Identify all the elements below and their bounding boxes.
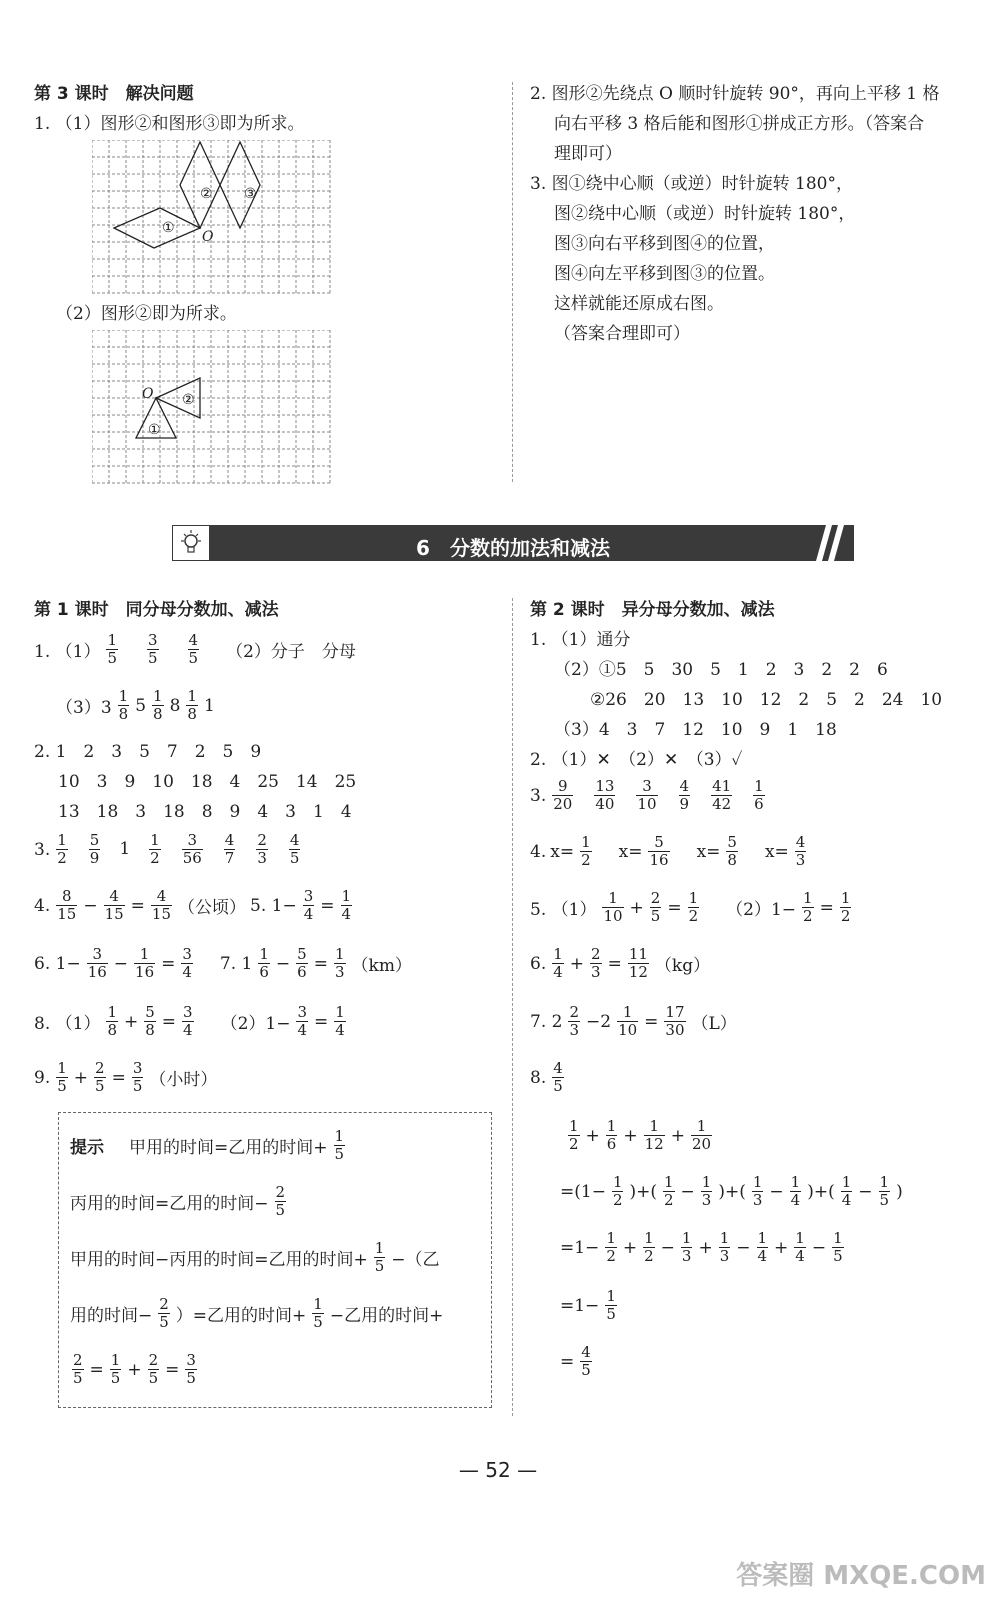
fraction: $\frac{5}{6}$ bbox=[297, 945, 307, 981]
svg-text:O: O bbox=[202, 229, 214, 245]
answer-q6-q7: 6. 1− $\frac{3}{16}$ − $\frac{1}{16}$ = $\frac{3}{4}$ 7. 1 $\frac{1}{6}$ − $\frac{5}{6}$ = $\frac{1}{3}$ （km） bbox=[34, 945, 412, 981]
svg-text:①: ① bbox=[148, 422, 161, 438]
fraction: $\frac{1}{4}$ bbox=[341, 887, 352, 923]
fraction: $\frac{1}{20}$ bbox=[691, 1117, 712, 1153]
fraction: $\frac{3}{5}$ bbox=[186, 1351, 196, 1387]
fraction: $\frac{4}{5}$ bbox=[289, 831, 300, 867]
fraction: $\frac{1}{4}$ bbox=[841, 1173, 852, 1209]
fraction: $\frac{1}{2}$ bbox=[57, 831, 67, 867]
fraction: $\frac{4}{7}$ bbox=[224, 831, 235, 867]
fraction: $\frac{41}{42}$ bbox=[712, 777, 732, 813]
fraction: $\frac{1}{3}$ bbox=[681, 1229, 692, 1265]
fraction: $\frac{1}{5}$ bbox=[57, 1059, 67, 1095]
column-divider bbox=[512, 82, 513, 482]
fraction: $\frac{3}{4}$ bbox=[183, 1003, 193, 1039]
fraction: $\frac{1}{2}$ bbox=[803, 889, 813, 925]
fraction: $\frac{1}{4}$ bbox=[553, 945, 563, 981]
fraction: $\frac{1}{5}$ bbox=[833, 1229, 843, 1265]
answer-q1a: 1. （1） $\frac{1}{5}$ $\frac{3}{5}$ $\frac{4}{5}$ （2）分子 分母 bbox=[34, 631, 356, 667]
fraction: $\frac{1}{2}$ bbox=[644, 1229, 654, 1265]
answer-line: 图③向右平移到图④的位置， bbox=[554, 234, 775, 254]
page-number: — 52 — bbox=[458, 1458, 538, 1482]
hint-line: 用的时间− $\frac{2}{5}$ ）=乙用的时间+ $\frac{1}{5}$ −乙用的时间+ bbox=[70, 1295, 444, 1331]
hint-line: 丙用的时间=乙用的时间− $\frac{2}{5}$ bbox=[70, 1183, 286, 1219]
fraction: $\frac{1}{2}$ bbox=[150, 831, 160, 867]
fraction: $\frac{3}{4}$ bbox=[303, 887, 314, 923]
fraction: $\frac{13}{40}$ bbox=[595, 777, 615, 813]
chapter-banner: 6 分数的加法和减法 bbox=[172, 525, 854, 561]
fraction-list bbox=[550, 778, 766, 813]
answer-q9: 9. $\frac{1}{5}$ + $\frac{2}{5}$ = $\frac{3}{5}$ （小时） bbox=[34, 1059, 218, 1095]
fraction: $\frac{1}{2}$ bbox=[840, 889, 851, 925]
svg-text:O: O bbox=[142, 386, 154, 402]
fraction: $\frac{1}{3}$ bbox=[334, 945, 345, 981]
answer-line: 2. 图形②先绕点 O 顺时针旋转 90°，再向上平移 1 格 bbox=[530, 84, 940, 104]
fraction: $\frac{5}{16}$ bbox=[649, 833, 669, 869]
calc-line: $\frac{1}{2}$ + $\frac{1}{6}$ + $\frac{1}{12}$ + $\frac{1}{20}$ bbox=[569, 1117, 712, 1153]
fraction: $\frac{4}{5}$ bbox=[553, 1059, 563, 1095]
answer-line: 10 3 9 10 18 4 25 14 25 bbox=[58, 772, 357, 792]
answer-line: 3. 图①绕中心顺（或逆）时针旋转 180°， bbox=[530, 174, 853, 194]
hint-line: $\frac{2}{5}$ = $\frac{1}{5}$ + $\frac{2}{5}$ = $\frac{3}{5}$ bbox=[73, 1351, 196, 1387]
fraction: $\frac{2}{3}$ bbox=[257, 831, 267, 867]
grid-figure-1 bbox=[92, 140, 332, 295]
fraction: $\frac{4}{15}$ bbox=[104, 887, 124, 923]
fraction: $\frac{1}{5}$ bbox=[313, 1295, 323, 1331]
fraction: $\frac{1}{16}$ bbox=[135, 945, 155, 981]
fraction: $\frac{2}{5}$ bbox=[275, 1183, 286, 1219]
answer-q4-q5: 4. $\frac{8}{15}$ − $\frac{4}{15}$ = $\frac{4}{15}$ （公顷） 5. 1− $\frac{3}{4}$ = $\frac{1}{4}$ bbox=[34, 887, 352, 923]
answer-line: 向右平移 3 格后能和图形①拼成正方形。（答案合 bbox=[554, 114, 925, 134]
fraction: $\frac{9}{20}$ bbox=[553, 777, 573, 813]
answer-q6: 6. $\frac{1}{4}$ + $\frac{2}{3}$ = $\frac{11}{12}$ （kg） bbox=[530, 945, 711, 981]
fraction: $\frac{8}{15}$ bbox=[57, 887, 77, 923]
answer-line: 1. （1）通分 bbox=[530, 630, 631, 650]
calc-line: =(1− $\frac{1}{2}$ )+( $\frac{1}{2}$ − $\frac{1}{3}$ )+( $\frac{1}{3}$ − $\frac{1}{4}$ )+( $\frac{1}{4}$ − $\frac{1}{5}$ ) bbox=[560, 1173, 903, 1209]
fraction: $\frac{2}{3}$ bbox=[569, 1003, 579, 1039]
fraction: $\frac{3}{56}$ bbox=[182, 831, 202, 867]
fraction: $\frac{5}{9}$ bbox=[89, 831, 100, 867]
fraction: $\frac{3}{5}$ bbox=[132, 1059, 143, 1095]
fraction: $\frac{1}{10}$ bbox=[618, 1003, 638, 1039]
fraction: $\frac{3}{4}$ bbox=[182, 945, 192, 981]
fraction: $\frac{2}{5}$ bbox=[159, 1295, 169, 1331]
answer-q3: 3. $\frac{1}{2}$ $\frac{5}{9}$ 1 $\frac{1}{2}$ $\frac{3}{56}$ $\frac{4}{7}$ $\frac{2}{3}$ $\frac{4}{5}$ bbox=[34, 832, 302, 867]
fraction: $\frac{17}{30}$ bbox=[665, 1003, 685, 1039]
fraction: $\frac{1}{5}$ bbox=[606, 1287, 616, 1323]
answer-line: 1. （1）图形②和图形③即为所求。 bbox=[34, 114, 305, 134]
lightbulb-icon bbox=[172, 525, 210, 561]
calc-line: =1− $\frac{1}{5}$ bbox=[560, 1287, 616, 1323]
column-divider bbox=[512, 598, 513, 1416]
fraction: $\frac{1}{5}$ bbox=[374, 1239, 385, 1275]
fraction: $\frac{2}{5}$ bbox=[95, 1059, 105, 1095]
answer-q5: 5. （1） $\frac{1}{10}$ + $\frac{2}{5}$ = $\frac{1}{2}$ （2）1− $\frac{1}{2}$ = $\frac{1}{2}$ bbox=[530, 889, 851, 925]
hint-line: 甲用的时间−丙用的时间=乙用的时间+ $\frac{1}{5}$ −（乙 bbox=[70, 1239, 440, 1275]
fraction: $\frac{2}{5}$ bbox=[148, 1351, 159, 1387]
answer-line: （2）图形②即为所求。 bbox=[56, 304, 237, 324]
svg-text:②: ② bbox=[182, 392, 195, 408]
fraction: $\frac{4}{9}$ bbox=[679, 777, 690, 813]
fraction: $\frac{5}{8}$ bbox=[727, 833, 737, 869]
fraction: $\frac{1}{5}$ bbox=[879, 1173, 890, 1209]
fraction: $\frac{1}{4}$ bbox=[757, 1229, 768, 1265]
fraction: $\frac{4}{3}$ bbox=[795, 833, 806, 869]
answer-line: 2. 1 2 3 5 7 2 5 9 bbox=[34, 742, 262, 762]
grid-figure-2 bbox=[92, 330, 332, 485]
answer-q3: 3. $\frac{9}{20}$ $\frac{13}{40}$ $\frac{3}{10}$ $\frac{4}{9}$ $\frac{41}{42}$ $\frac{1}{6}$ bbox=[530, 778, 767, 813]
fraction: $\frac{1}{6}$ bbox=[754, 777, 764, 813]
fraction: $\frac{1}{3}$ bbox=[701, 1173, 712, 1209]
lesson-heading: 第 2 课时 异分母分数加、减法 bbox=[530, 600, 775, 620]
answer-q8: 8. $\frac{4}{5}$ bbox=[530, 1059, 563, 1095]
answer-q4: 4. x= $\frac{1}{2}$ x= $\frac{5}{16}$ x= $\frac{5}{8}$ x= $\frac{4}{3}$ bbox=[530, 833, 806, 869]
fraction: $\frac{3}{10}$ bbox=[637, 777, 657, 813]
answer-q7: 7. 2 $\frac{2}{3}$ −2 $\frac{1}{10}$ = $\frac{17}{30}$ （L） bbox=[530, 1003, 737, 1039]
answer-line: 图②绕中心顺（或逆）时针旋转 180°， bbox=[554, 204, 856, 224]
fraction: $\frac{1}{5}$ bbox=[334, 1127, 345, 1163]
fraction: $\frac{1}{4}$ bbox=[790, 1173, 801, 1209]
fraction: $\frac{1}{2}$ bbox=[581, 833, 591, 869]
fraction: $\frac{1}{2}$ bbox=[688, 889, 699, 925]
fraction: $\frac{3}{16}$ bbox=[87, 945, 107, 981]
fraction: $\frac{1}{10}$ bbox=[603, 889, 623, 925]
calc-line: = $\frac{4}{5}$ bbox=[560, 1343, 591, 1379]
svg-text:③: ③ bbox=[244, 186, 257, 202]
svg-text:②: ② bbox=[200, 186, 213, 202]
answer-line: 13 18 3 18 8 9 4 3 1 4 bbox=[58, 802, 352, 822]
fraction: $\frac{1}{8}$ bbox=[107, 1003, 117, 1039]
fraction: $\frac{1}{2}$ bbox=[606, 1229, 616, 1265]
fraction: $\frac{1}{2}$ bbox=[569, 1117, 579, 1153]
answer-q1b: （3）3 $\frac{1}{8}$ 5 $\frac{1}{8}$ 8 $\frac{1}{8}$ 1 bbox=[56, 687, 215, 723]
slash-decoration bbox=[812, 525, 852, 561]
lesson-heading: 第 3 课时 解决问题 bbox=[34, 84, 194, 104]
watermark-logo: 答案圈 MXQE.COM bbox=[736, 1561, 986, 1591]
fraction: $\frac{1}{4}$ bbox=[795, 1229, 805, 1265]
fraction: $\frac{2}{3}$ bbox=[591, 945, 601, 981]
calc-line: =1− $\frac{1}{2}$ + $\frac{1}{2}$ − $\frac{1}{3}$ + $\frac{1}{3}$ − $\frac{1}{4}$ + $\frac{1}{4}$ − $\frac{1}{5}$ bbox=[560, 1229, 843, 1265]
fraction: $\frac{1}{4}$ bbox=[335, 1003, 345, 1039]
fraction: $\frac{2}{5}$ bbox=[73, 1351, 83, 1387]
fraction: $\frac{1}{3}$ bbox=[752, 1173, 763, 1209]
fraction: $\frac{1}{2}$ bbox=[612, 1173, 623, 1209]
fraction-list: $\frac{1}{2}$ $\frac{5}{9}$ 1 $\frac{1}{2}$ $\frac{3}{56}$ $\frac{4}{7}$ $\frac{2}{3}$ $\frac{4}{5}$ bbox=[57, 831, 300, 867]
fraction: $\frac{5}{8}$ bbox=[145, 1003, 155, 1039]
answer-line: （3）4 3 7 12 10 9 1 18 bbox=[554, 720, 837, 740]
fraction: $\frac{1}{6}$ bbox=[259, 945, 269, 981]
fraction: $\frac{4}{15}$ bbox=[151, 887, 172, 923]
answer-line: 2. （1）✕ （2）✕ （3）✓ bbox=[530, 750, 743, 770]
fraction: $\frac{4}{5}$ bbox=[581, 1343, 591, 1379]
lesson-heading: 第 1 课时 同分母分数加、减法 bbox=[34, 600, 279, 620]
answer-line: （2）①5 5 30 5 1 2 3 2 2 6 bbox=[554, 660, 888, 680]
fraction: $\frac{1}{12}$ bbox=[644, 1117, 664, 1153]
answer-line: 图④向左平移到图③的位置。 bbox=[554, 264, 775, 284]
fraction: $\frac{2}{5}$ bbox=[650, 889, 661, 925]
fraction: $\frac{1}{6}$ bbox=[606, 1117, 617, 1153]
answer-line: 这样就能还原成右图。 bbox=[554, 294, 724, 314]
answer-line: ②26 20 13 10 12 2 5 2 24 10 bbox=[590, 690, 943, 710]
hint-line: 提示 甲用的时间=乙用的时间+ $\frac{1}{5}$ bbox=[70, 1127, 345, 1163]
answer-line: （答案合理即可） bbox=[554, 324, 690, 344]
answer-line: 理即可） bbox=[554, 144, 622, 164]
svg-text:①: ① bbox=[162, 220, 175, 236]
answer-q8: 8. （1） $\frac{1}{8}$ + $\frac{5}{8}$ = $\frac{3}{4}$ （2）1− $\frac{3}{4}$ = $\frac{1}{4}$ bbox=[34, 1003, 345, 1039]
fraction: $\frac{1}{5}$ bbox=[110, 1351, 121, 1387]
fraction: $\frac{11}{12}$ bbox=[628, 945, 648, 981]
fraction: $\frac{1}{2}$ bbox=[664, 1173, 674, 1209]
fraction: $\frac{3}{4}$ bbox=[297, 1003, 308, 1039]
fraction: $\frac{1}{3}$ bbox=[719, 1229, 730, 1265]
